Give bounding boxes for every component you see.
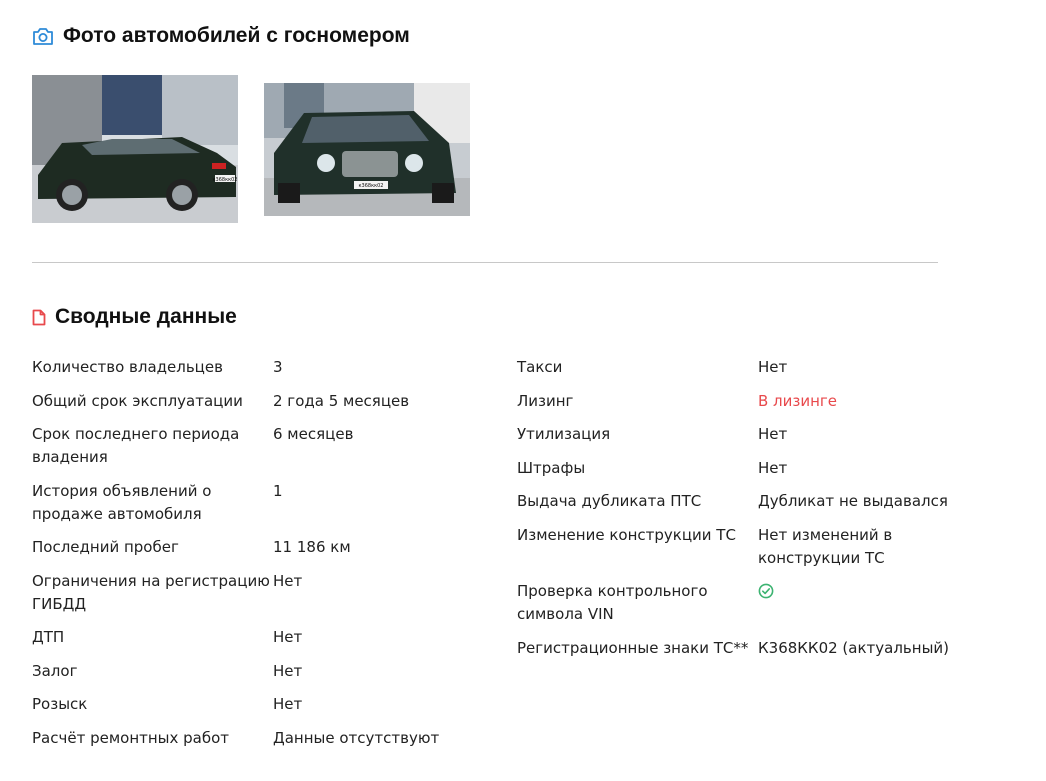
row-owners-count	[32, 356, 452, 379]
row-value: Нет	[273, 661, 303, 680]
row-value: 11 186 км	[273, 538, 351, 556]
row-value: Нет	[758, 458, 788, 477]
row-value: 1	[273, 481, 283, 500]
check-circle-icon	[758, 583, 774, 606]
car-photo-side[interactable]	[32, 75, 238, 223]
row-value: 6 месяцев	[273, 425, 354, 443]
row-construction-changes	[517, 524, 957, 570]
photos-section-title	[32, 24, 410, 48]
summary-right-column	[517, 356, 957, 670]
row-value: Нет	[273, 628, 303, 646]
row-label: Утилизация	[517, 425, 611, 443]
plate-text: к368кк02	[358, 183, 384, 189]
row-value: Дубликат не выдавался	[758, 492, 948, 510]
row-recycling	[517, 423, 957, 446]
photos-title-text: Фото автомобилей с госномером	[63, 24, 410, 47]
plate-text: к368кк02	[212, 177, 238, 183]
row-label: История объявлений о продаже автомобиля	[32, 481, 212, 523]
row-registration-restrictions	[32, 570, 452, 616]
row-label: Срок последнего периода владения	[32, 425, 240, 466]
camera-icon	[32, 28, 54, 45]
row-label: Розыск	[32, 695, 88, 713]
row-value: Данные отсутствуют	[273, 728, 440, 747]
row-leasing	[517, 390, 957, 413]
row-value: 2 года 5 месяцев	[273, 391, 410, 410]
row-accidents	[32, 626, 452, 649]
row-label: Регистрационные знаки ТС**	[517, 638, 749, 657]
row-value: К368КК02 (актуальный)	[758, 638, 950, 657]
row-value: Нет	[758, 425, 788, 443]
row-registration-plates	[517, 637, 957, 660]
section-divider	[32, 262, 938, 263]
row-label: Штрафы	[517, 458, 586, 477]
row-value: 3	[273, 358, 283, 376]
row-wanted	[32, 693, 452, 716]
row-label: Расчёт ремонтных работ	[32, 728, 230, 747]
row-last-ownership-period	[32, 423, 452, 469]
car-photo-front[interactable]	[264, 83, 470, 216]
row-label: Лизинг	[517, 391, 574, 410]
row-pledge	[32, 660, 452, 683]
row-label: Изменение конструкции ТС	[517, 525, 736, 544]
row-label: Залог	[32, 661, 78, 680]
row-duplicate-pts	[517, 490, 957, 513]
row-label: Ограничения на регистрацию ГИБДД	[32, 571, 270, 613]
row-label: Такси	[517, 358, 563, 376]
row-repair-estimate	[32, 727, 452, 750]
document-icon	[32, 309, 46, 326]
row-value	[758, 580, 953, 626]
row-vin-check	[517, 580, 957, 626]
row-value: Нет изменений в конструкции ТС	[758, 525, 893, 567]
row-label: Общий срок эксплуатации	[32, 391, 243, 410]
row-label: Последний пробег	[32, 538, 179, 556]
row-fines	[517, 457, 957, 480]
row-last-mileage	[32, 536, 452, 559]
row-taxi	[517, 356, 957, 379]
row-label: Количество владельцев	[32, 358, 223, 376]
row-value: Нет	[273, 695, 303, 713]
leasing-status: В лизинге	[758, 391, 838, 410]
row-value: Нет	[273, 571, 303, 590]
row-ad-history	[32, 480, 452, 526]
row-label: Выдача дубликата ПТС	[517, 492, 702, 510]
row-label: Проверка контрольного символа VIN	[517, 582, 708, 623]
summary-title-text: Сводные данные	[55, 305, 237, 328]
row-value: Нет	[758, 358, 788, 376]
row-usage-period	[32, 390, 452, 413]
row-label: ДТП	[32, 628, 65, 646]
summary-section-title	[32, 305, 237, 329]
summary-left-column	[32, 356, 452, 760]
